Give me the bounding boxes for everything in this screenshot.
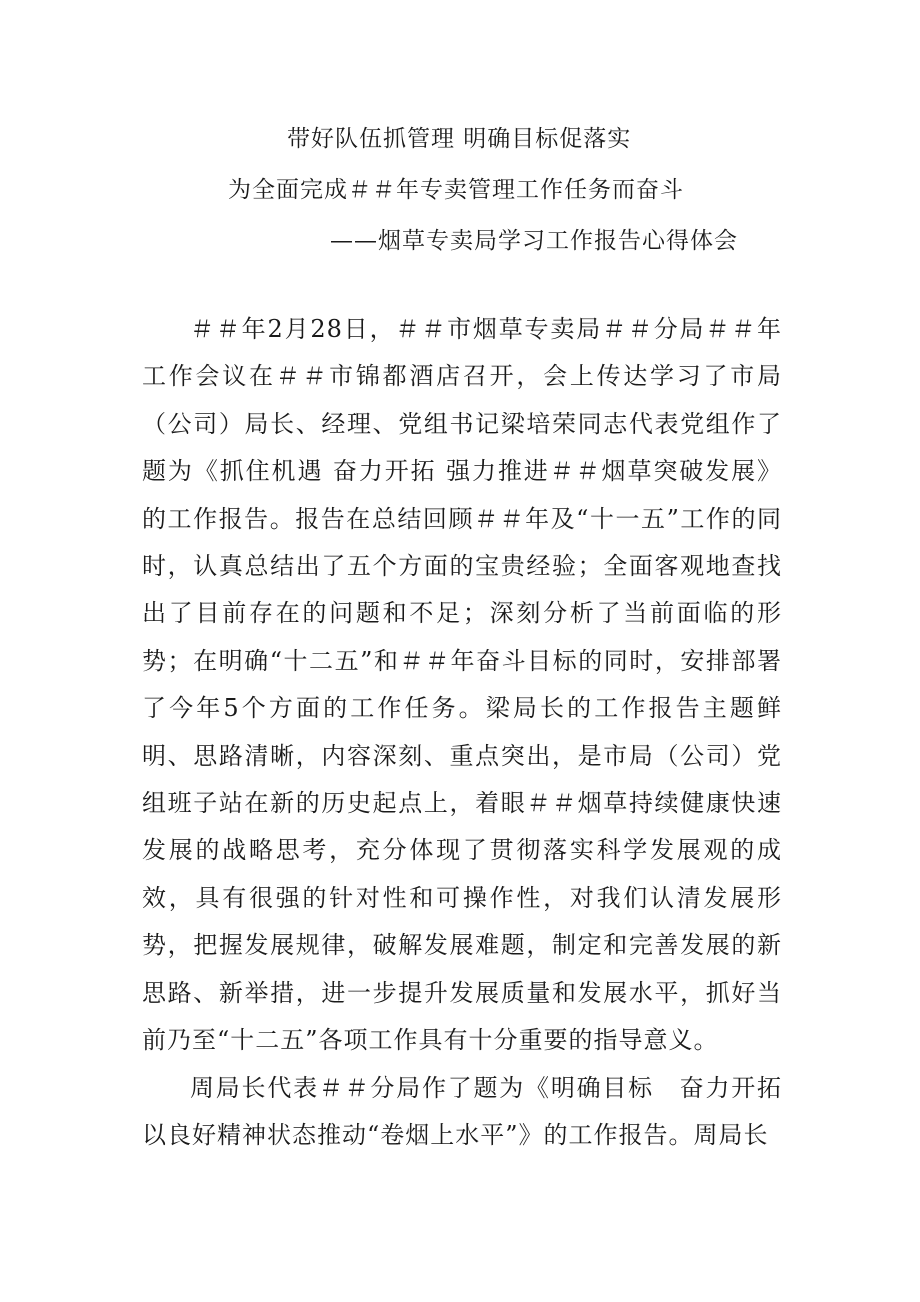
paragraph-2: 周局长代表＃＃分局作了题为《明确目标 奋力开拓 以良好精神状态推动“卷烟上水平”》的工作报告。周局长: [142, 1073, 807, 1149]
paragraph-1: ＃＃年2月28日，＃＃市烟草专卖局＃＃分局＃＃年工作会议在＃＃市锦都酒店召开，会上传达学习了市局（公司）局长、经理、党组书记梁培荣同志代表党组作了题为《抓住机遇 奋力开拓 强力推进＃＃烟草突破发展》的工作报告。报告在总结回顾＃＃年及“十一五”工作的同时，认真总结出了五个方面的宝贵经验；全面客观地查找出了目前存在的问题和不足；深刻分析了当前面临的形势；在明确“十二五”和＃＃年奋斗目标的同时，安排部署了今年5个方面的工作任务。梁局长的工作报告主题鲜明、思路清晰，内容深刻、重点突出，是市局（公司）党组班子站在新的历史起点上，着眼＃＃烟草持续健康快速发展的战略思考，充分体现了贯彻落实科学发展观的成效，具有很强的针对性和可操作性，对我们认清发展形势，把握发展规律，破解发展难题，制定和完善发展的新思路、新举措，进一步提升发展质量和发展水平，抓好当前乃至“十二五”各项工作具有十分重要的指导意义。: [142, 315, 782, 1055]
document-title: 带好队伍抓管理 明确目标促落实: [287, 126, 632, 152]
document-body: [142, 306, 807, 1159]
document-subtitle-attribution: ——烟草专卖局学习工作报告心得体会: [330, 228, 738, 254]
document-subtitle: 为全面完成＃＃年专卖管理工作任务而奋斗: [228, 177, 684, 203]
